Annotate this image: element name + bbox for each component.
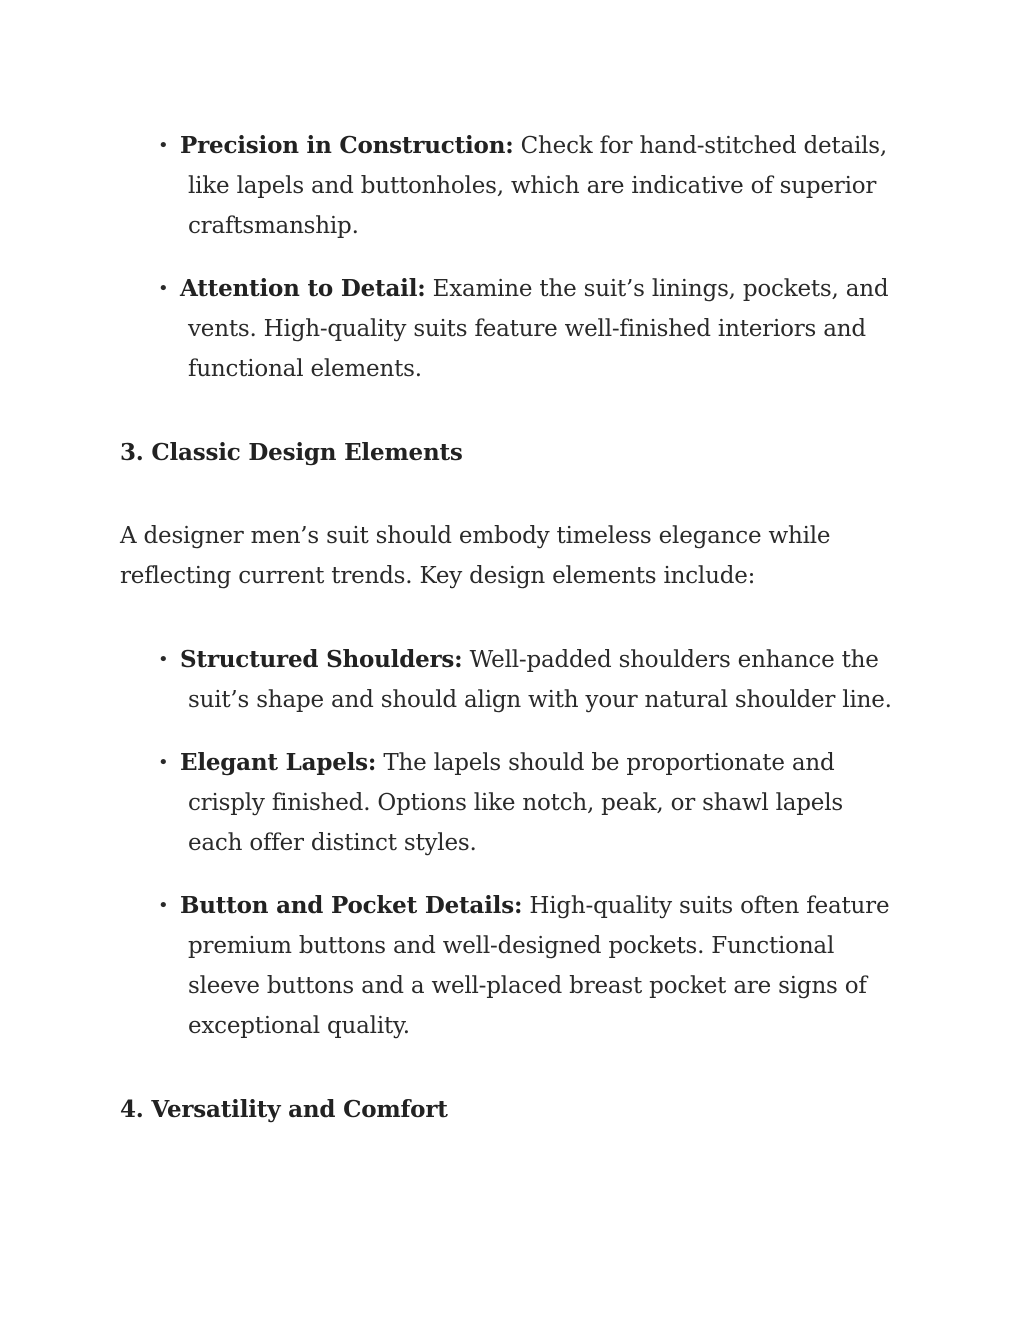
list-item-shoulders bbox=[158, 640, 898, 720]
list-item-term: Button and Pocket Details: bbox=[180, 892, 523, 919]
bullet-icon: • bbox=[158, 649, 169, 670]
list-item-term: Attention to Detail: bbox=[180, 275, 426, 302]
list-item-text: Check for hand-stitched details, like lapels and buttonholes, which are indicative of superior craftsmanship. bbox=[188, 133, 887, 239]
list-item-button-pocket bbox=[158, 886, 898, 1046]
list-item-text: Well-padded shoulders enhance the suit’s shape and should align with your natural shoulder line. bbox=[188, 647, 892, 713]
section-heading-4: 4. Versatility and Comfort bbox=[120, 1096, 448, 1123]
section-heading-3: 3. Classic Design Elements bbox=[120, 439, 463, 466]
bullet-icon: • bbox=[158, 135, 169, 156]
list-item-precision bbox=[158, 126, 898, 246]
section-intro-paragraph: A designer men’s suit should embody timeless elegance while reflecting current trends. Key design elements include: bbox=[120, 523, 831, 589]
list-item-term: Precision in Construction: bbox=[180, 132, 514, 159]
bullet-icon: • bbox=[158, 752, 169, 773]
list-item-text: The lapels should be proportionate and crisply finished. Options like notch, peak, or shawl lapels each offer distinct styles. bbox=[188, 750, 843, 856]
list-item-text: High-quality suits often feature premium buttons and well-designed pockets. Functional sleeve buttons and a well-placed breast pocket are signs of exceptional quality. bbox=[188, 893, 890, 1039]
list-item-text: Examine the suit’s linings, pockets, and vents. High-quality suits feature well-finished interiors and functional elements. bbox=[188, 276, 889, 382]
bullet-icon: • bbox=[158, 278, 169, 299]
list-item-term: Elegant Lapels: bbox=[180, 749, 377, 776]
list-item-term: Structured Shoulders: bbox=[180, 646, 463, 673]
list-item-lapels bbox=[158, 743, 898, 863]
bullet-icon: • bbox=[158, 895, 169, 916]
list-item-attention bbox=[158, 269, 898, 389]
